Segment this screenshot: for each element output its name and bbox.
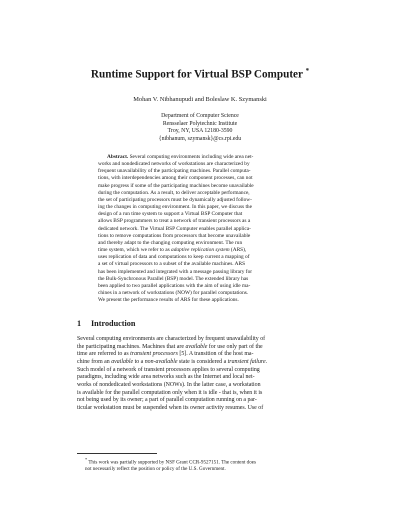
body-text-run: to a	[133, 358, 145, 365]
author-list: Mohan V. Nibhanupudi and Boleslaw K. Szymanski	[133, 96, 267, 103]
footnote	[77, 457, 333, 473]
abstract-line: the set of participating processors must be dynamically adjusted follow-	[98, 196, 252, 203]
abstract-text: time system, which we refer to as	[98, 247, 172, 254]
footnote-line	[77, 457, 333, 466]
abstract-line: frequent unavailability of the participating machines. Parallel computa-	[98, 168, 251, 175]
body-line: is available for the parallel computation only when it is idle - that is, when it is	[77, 389, 263, 396]
footnote-mark: *	[85, 457, 88, 462]
body-line: Such model of a network of transient processors applies to several computing	[77, 366, 260, 373]
body-line: not being used by its owner; a part of parallel computation running on a par-	[77, 397, 257, 404]
abstract-emphasis: adaptive replication system	[171, 247, 230, 254]
body-emphasis: non-available	[144, 358, 178, 365]
paper-title	[0, 67, 400, 81]
abstract-line: dedicated network. The Virtual BSP Computer enables parallel applica-	[98, 225, 251, 232]
body-line	[77, 351, 333, 359]
body-text-run: [5]. A transition of the host ma-	[177, 351, 254, 358]
section-title: Introduction	[91, 319, 136, 328]
abstract-line: been applied to two parallel applications with the aim of using idle ma-	[98, 282, 251, 289]
abstract-line: design of a run time system to support a Virtual BSP Computer that	[98, 211, 243, 218]
title-footnote-mark: *	[305, 67, 310, 75]
body-text-run: state is considered a	[177, 358, 228, 365]
body-text	[77, 336, 333, 413]
abstract-line: a set of virtual processors to a subset of the available machines. ARS	[98, 261, 246, 268]
footnote-line: not necessarily reflect the position or policy of the U.S. Government.	[85, 466, 226, 473]
body-emphasis: available	[185, 343, 208, 350]
body-emphasis: available	[111, 358, 134, 365]
body-text-run: .	[265, 358, 268, 365]
abstract-line: has been implemented and integrated with a message passing library for	[98, 268, 253, 275]
title-text: Runtime Support for Virtual BSP Computer	[90, 68, 303, 81]
abstract-line: chines in a network of workstations (NOW) for parallel computations.	[98, 289, 249, 296]
abstract-line: tions, with interdependencies among their component processes, can not	[98, 175, 253, 182]
body-line: ticular workstation must be suspended when its owner activity resumes. Use of	[77, 404, 264, 411]
footnote-rule	[77, 453, 157, 454]
section-number: 1	[77, 319, 82, 328]
abstract-line: works and nondedicated networks of workstations are characterized by	[98, 161, 250, 168]
abstract-line: allows BSP programmers to treat a network of transient processors as a	[98, 218, 251, 225]
abstract-line: uses replication of data and computations to keep current a mapping of	[98, 254, 250, 261]
abstract-line: tions to remove computations from processors that become unavailable	[98, 232, 251, 239]
affiliation-department: Department of Computer Science	[161, 113, 239, 119]
body-text-run: the participating machines. Machines that are	[77, 343, 186, 350]
affiliation-institute: Rensselaer Polytechnic Institute	[162, 120, 238, 127]
body-line	[77, 359, 333, 367]
abstract-line: We present the performance results of ARS for these applications.	[98, 297, 239, 304]
abstract-line: the Bulk-Synchronous Parallel (BSP) model. The extended library has	[98, 275, 249, 282]
body-line: works of nondedicated workstations (NOWs). In the latter case, a workstation	[77, 381, 261, 388]
body-line: paradigms, including wide area networks such as the Internet and local net-	[77, 374, 255, 381]
abstract-text: (ARS),	[229, 247, 247, 254]
body-line: Several computing environments are characterized by frequent unavailability of	[77, 336, 266, 342]
body-text-run: time are referred to as	[77, 351, 131, 358]
affiliation-address: Troy, NY, USA 12180-3590	[167, 128, 233, 135]
section-heading	[77, 319, 135, 328]
affiliation	[0, 113, 400, 143]
body-emphasis: transient processors	[130, 351, 178, 358]
abstract-label: Abstract.	[107, 154, 129, 160]
footnote-text: This work was partially supported by NSF Grant CCR-9527151. The content does	[88, 459, 257, 466]
body-text-run: chine from an	[77, 358, 112, 365]
abstract-line: during the computation. As a result, to deliver acceptable performance,	[98, 189, 250, 196]
body-text-run: for use only part of the	[207, 343, 263, 350]
abstract-line: make progress if some of the participating machines become unavailable	[98, 182, 254, 189]
abstract-text: Several computing environments including wide area net-	[129, 154, 254, 160]
abstract	[98, 154, 316, 304]
affiliation-email: {nibhanum, szymansk}@cs.rpi.edu	[158, 135, 242, 142]
body-emphasis: transient failure	[227, 358, 266, 365]
abstract-line: and thereby adapt to the changing computing environment. The run	[98, 239, 243, 246]
abstract-line: ing the changes in computing environment. In this paper, we discuss the	[98, 204, 252, 211]
